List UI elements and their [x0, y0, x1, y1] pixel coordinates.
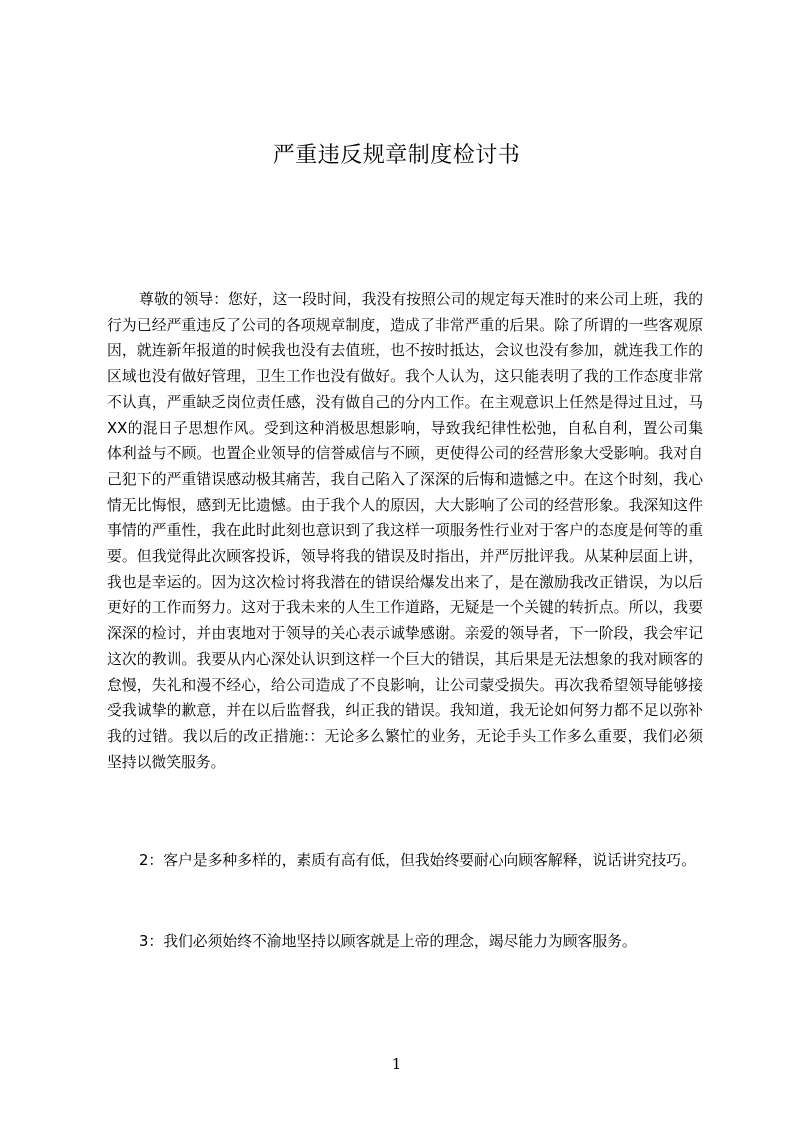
body-paragraph-main: 尊敬的领导：您好，这一段时间，我没有按照公司的规定每天准时的来公司上班，我的行为已经严重违反了公司的各项规章制度，造成了非常严重的后果。除了所谓的一些客观原因，就连新年报道的时候我也没有去值班，也不按时抵达，会议也没有参加，就连我工作的区域也没有做好管理，卫生工作也没有做好。我个人认为，这只能表明了我的工作态度非常不认真，严重缺乏岗位责任感，没有做自己的分内工作。在主观意识上任然是得过且过，马XX的混日子思想作风。受到这种消极思想影响，导致我纪律性松弛，自私自利，置公司集体利益与不顾。也置企业领导的信誉威信与不顾，更使得公司的经营形象大受影响。我对自己犯下的严重错误感动极其痛苦，我自己陷入了深深的后悔和遗憾之中。在这个时刻，我心情无比悔恨，感到无比遗憾。由于我个人的原因，大大影响了公司的经营形象。我深知这件事情的严重性，我在此时此刻也意识到了我这样一项服务性行业对于客户的态度是何等的重要。但我觉得此次顾客投诉，领导将我的错误及时指出，并严厉批评我。从某种层面上讲，我也是幸运的。因为这次检讨将我潜在的错误给爆发出来了，是在激励我改正错误，为以后更好的工作而努力。这对于我未来的人生工作道路，无疑是一个关键的转折点。所以，我要深深的检讨，并由衷地对于领导的关心表示诚挚感谢。亲爱的领导者，下一阶段，我会牢记这次的教训。我要从内心深处认识到这样一个巨大的错误，其后果是无法想象的我对顾客的怠慢，失礼和漫不经心，给公司造成了不良影响，让公司蒙受损失。再次我希望领导能够接受我诚挚的歉意，并在以后监督我，纠正我的错误。我知道，我无论如何努力都不足以弥补我的过错。我以后的改正措施:：无论多么繁忙的业务，无论手头工作多么重要，我们必须坚持以微笑服务。	[107, 291, 703, 771]
body-paragraph-measure-3: 3：我们必须始终不渝地坚持以顾客就是上帝的理念，竭尽能力为顾客服务。	[139, 933, 637, 950]
body-paragraph-measure-2: 2：客户是多种多样的，素质有高有低，但我始终要耐心向顾客解释，说话讲究技巧。	[139, 852, 696, 869]
document-title: 严重违反规章制度检讨书	[272, 143, 521, 168]
page-number: 1	[391, 1055, 402, 1073]
